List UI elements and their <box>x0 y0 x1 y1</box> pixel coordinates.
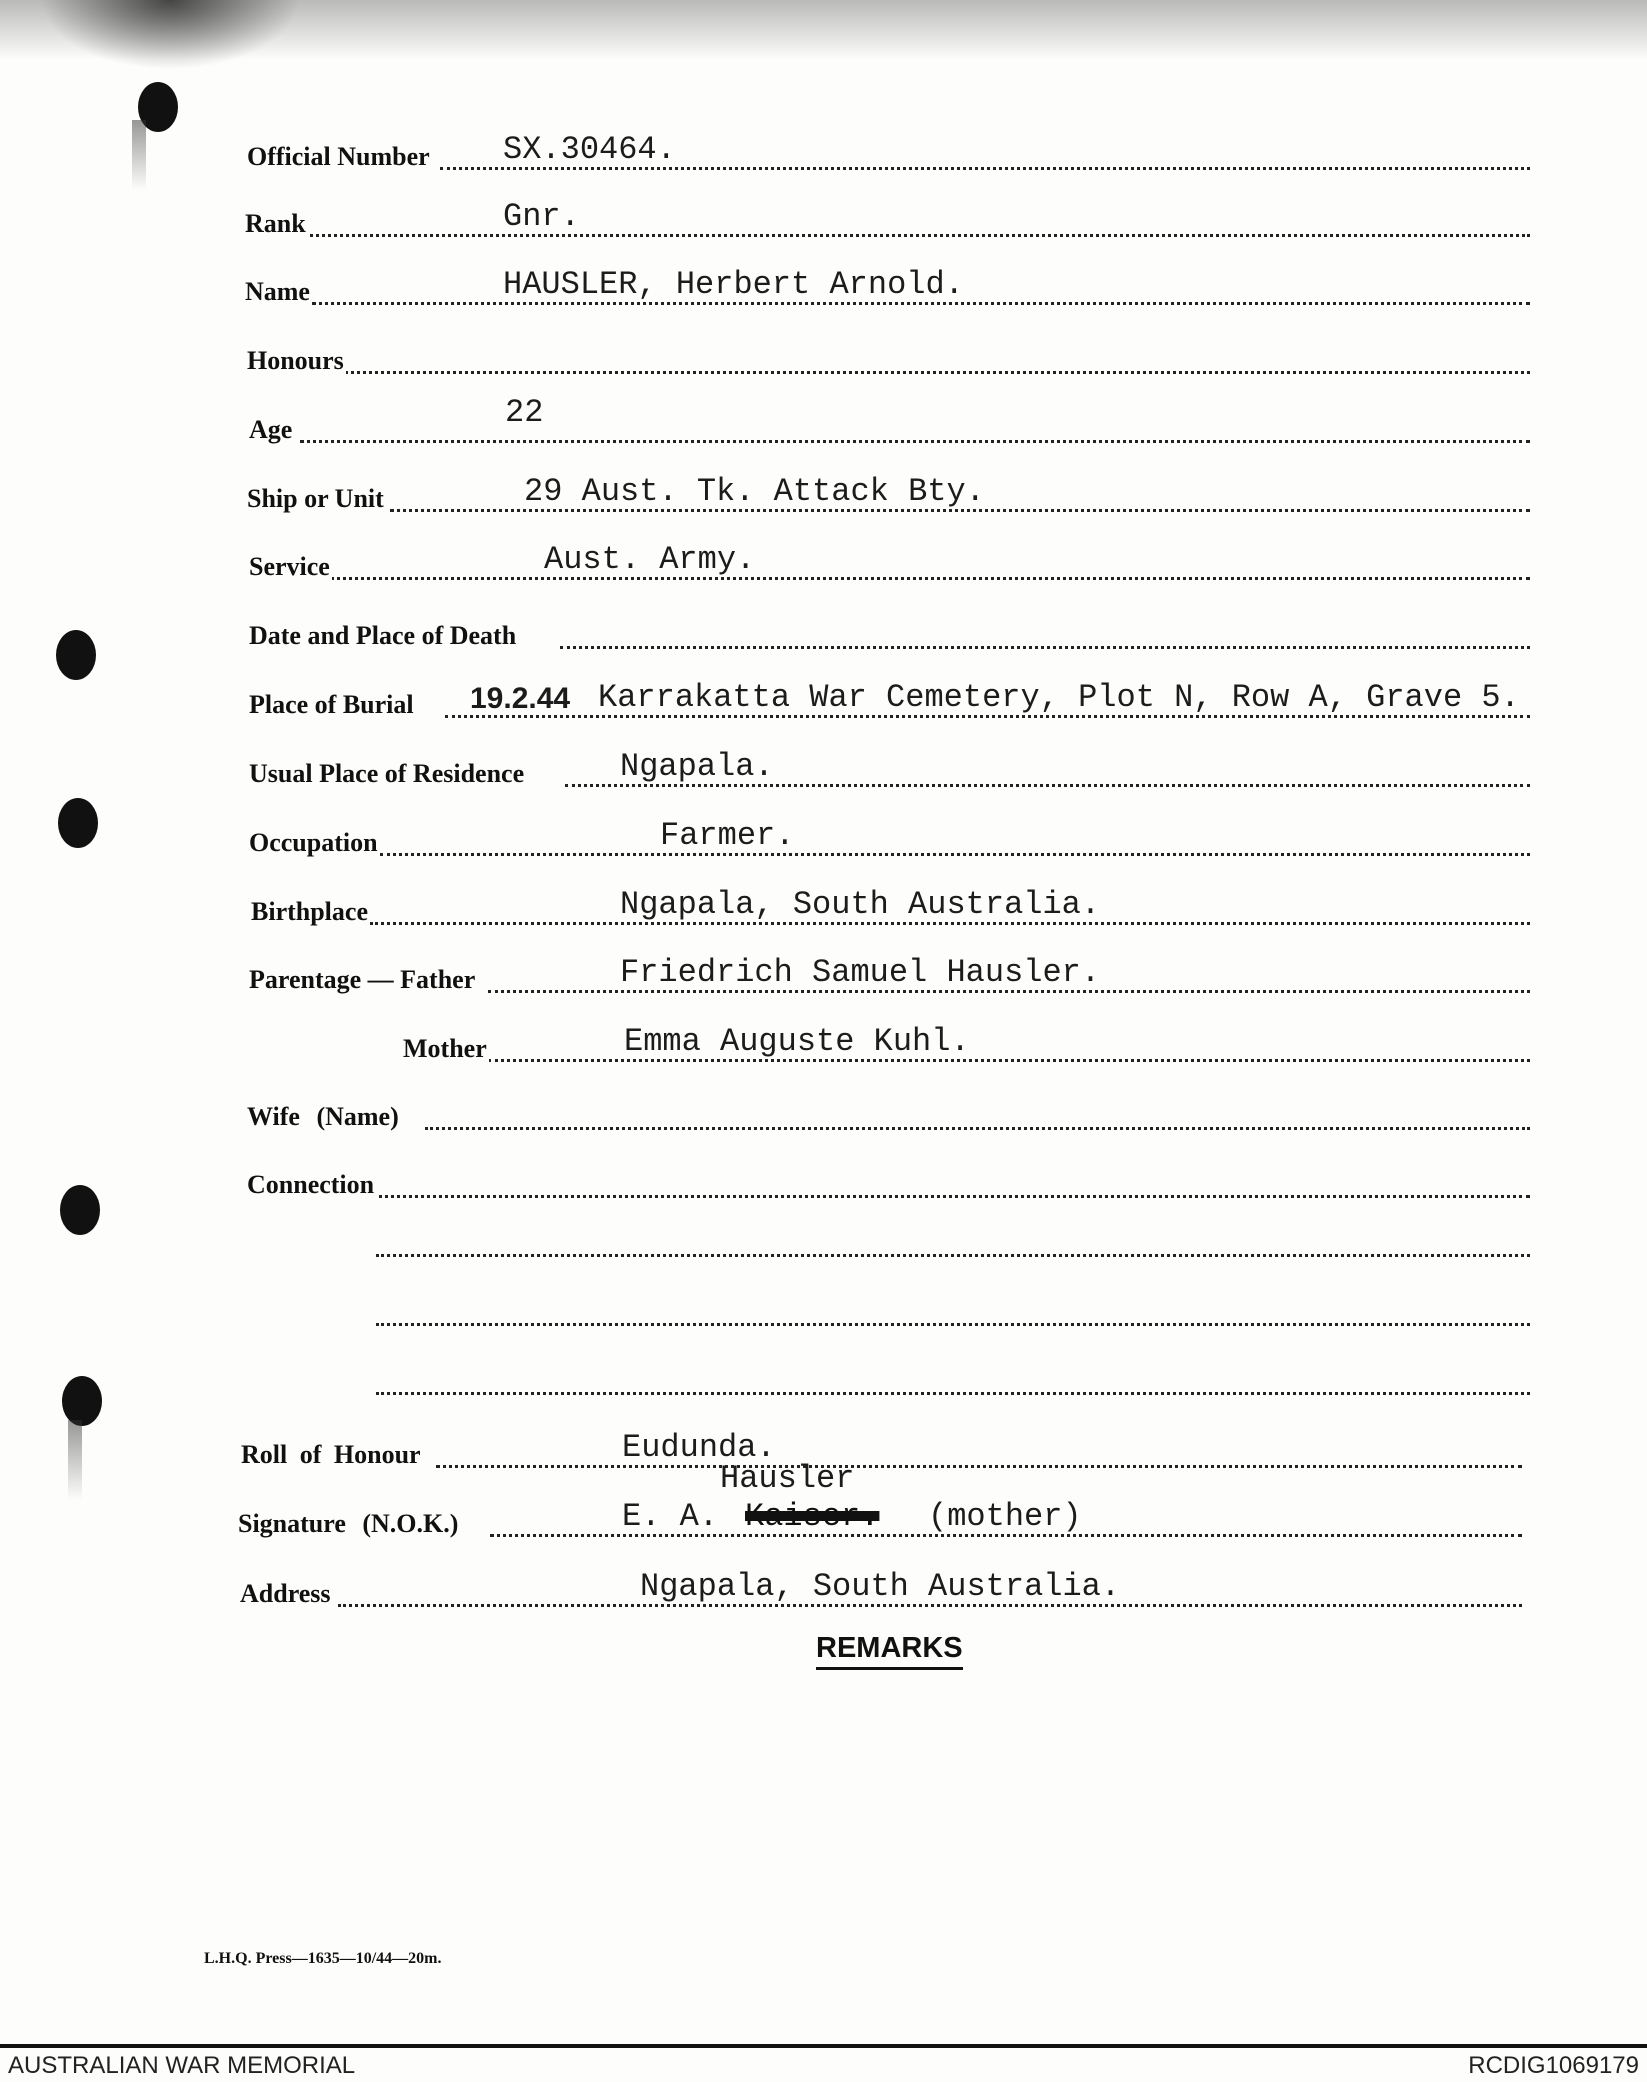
signature-relation: (mother) <box>928 1498 1082 1535</box>
address-label: Address <box>240 1579 331 1608</box>
ship-or-unit-value: 29 Aust. Tk. Attack Bty. <box>524 473 985 510</box>
place-of-burial-row <box>0 678 1647 728</box>
birthplace-row <box>0 885 1647 935</box>
roll-of-honour-label: Roll of Honour <box>241 1440 421 1469</box>
leader-dots <box>305 234 1530 237</box>
punch-hole <box>62 1376 102 1426</box>
leader-dots <box>380 853 1530 856</box>
occupation-label: Occupation <box>249 828 378 857</box>
date-place-of-death-row <box>0 609 1647 659</box>
footer-institution: AUSTRALIAN WAR MEMORIAL <box>8 2052 356 2079</box>
father-row <box>0 953 1647 1003</box>
official-number-label: Official Number <box>247 142 430 171</box>
address-row <box>0 1567 1647 1617</box>
signature-row <box>0 1497 1647 1547</box>
printer-imprint: L.H.Q. Press—1635—10/44—20m. <box>204 1950 442 1967</box>
age-row <box>0 394 1647 453</box>
blank-line <box>376 1392 1530 1395</box>
leader-dots <box>345 371 1530 374</box>
birthplace-label: Birthplace <box>251 897 368 926</box>
mother-label: Mother <box>403 1034 487 1063</box>
official-number-value: SX.30464. <box>503 131 676 168</box>
place-of-burial-label: Place of Burial <box>249 690 414 719</box>
name-row <box>0 265 1647 315</box>
remarks-heading: REMARKS <box>816 1632 963 1670</box>
usual-residence-row <box>0 747 1647 797</box>
place-of-burial-value: Karrakatta War Cemetery, Plot N, Row A, Grave 5. <box>598 679 1520 716</box>
signature-initials: E. A. <box>622 1498 719 1535</box>
blank-line <box>376 1254 1530 1257</box>
rank-row <box>0 197 1647 247</box>
leader-dots <box>372 1195 1530 1198</box>
honours-label: Honours <box>247 346 344 375</box>
official-number-row <box>0 130 1647 180</box>
service-value: Aust. Army. <box>544 541 756 578</box>
blank-line <box>376 1323 1530 1326</box>
leader-dots <box>436 1465 1522 1468</box>
name-value: HAUSLER, Herbert Arnold. <box>503 266 964 303</box>
burial-date-value: 19.2.44 <box>470 682 571 715</box>
honours-row <box>0 334 1647 384</box>
connection-row <box>0 1158 1647 1208</box>
connection-label: Connection <box>247 1170 375 1199</box>
wife-row <box>0 1090 1647 1140</box>
signature-correction: Hausler <box>720 1460 855 1497</box>
mother-row <box>0 1022 1647 1072</box>
occupation-row <box>0 816 1647 866</box>
service-label: Service <box>249 552 330 581</box>
leader-dots <box>330 577 1530 580</box>
leader-dots <box>425 1127 1530 1130</box>
usual-residence-label: Usual Place of Residence <box>249 759 525 788</box>
date-place-of-death-label: Date and Place of Death <box>249 621 517 650</box>
ship-or-unit-row <box>0 472 1647 522</box>
usual-residence-value: Ngapala. <box>620 748 774 785</box>
birthplace-value: Ngapala, South Australia. <box>620 886 1101 923</box>
roll-of-honour-value: Eudunda. <box>622 1429 776 1466</box>
signature-struck-name: Kaiser. <box>745 1498 880 1535</box>
service-row <box>0 540 1647 590</box>
rank-label: Rank <box>245 209 306 238</box>
father-label: Parentage — Father <box>249 965 476 994</box>
footer-catalogue-id: RCDIG1069179 <box>1468 2052 1639 2079</box>
leader-dots <box>560 646 1530 649</box>
rank-value: Gnr. <box>503 198 580 235</box>
father-value: Friedrich Samuel Hausler. <box>620 954 1101 991</box>
address-value: Ngapala, South Australia. <box>640 1568 1121 1605</box>
ship-or-unit-label: Ship or Unit <box>247 484 384 513</box>
scan-smudge <box>40 0 300 70</box>
leader-dots <box>300 440 1530 443</box>
name-label: Name <box>245 277 310 306</box>
age-label: Age <box>249 415 293 444</box>
signature-label: Signature (N.O.K.) <box>238 1509 459 1538</box>
footer-rule <box>0 2044 1647 2048</box>
age-value: 22 <box>505 394 544 431</box>
mother-value: Emma Auguste Kuhl. <box>624 1023 970 1060</box>
wife-label: Wife (Name) <box>247 1102 399 1131</box>
occupation-value: Farmer. <box>660 817 795 854</box>
